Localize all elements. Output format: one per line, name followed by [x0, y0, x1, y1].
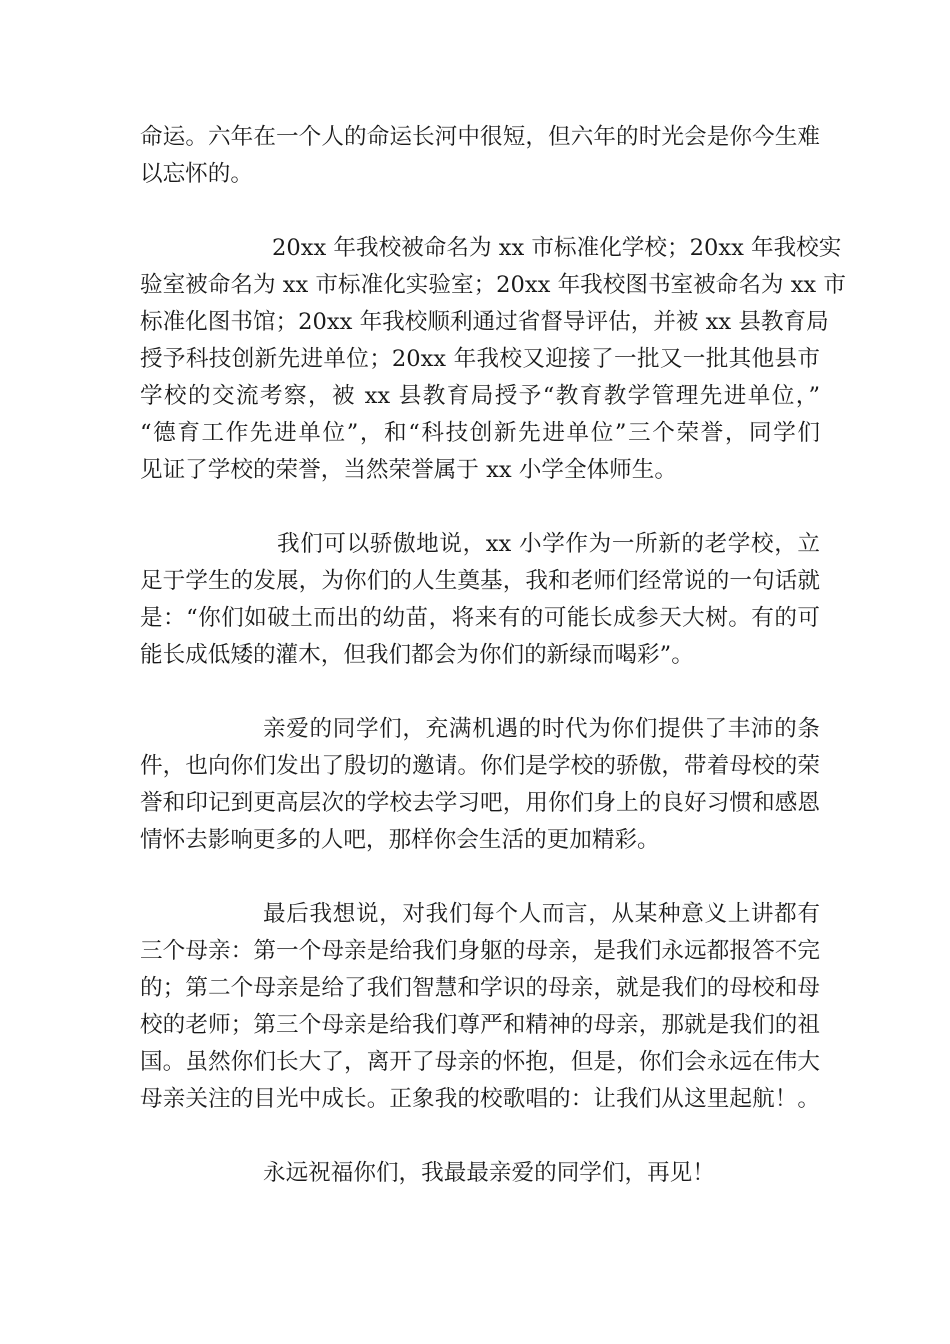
paragraph-5-line-5: 国。虽然你们长大了，离开了母亲的怀抱，但是，你们会永远在伟大 [140, 1049, 820, 1075]
paragraph-5-line-2: 三个母亲：第一个母亲是给我们身躯的母亲，是我们永远都报答不完 [140, 938, 820, 964]
paragraph-1-line-1: 命运。六年在一个人的命运长河中很短，但六年的时光会是你今生难 [140, 124, 820, 150]
paragraph-3-line-3: 是：“你们如破土而出的幼苗，将来有的可能长成参天大树。有的可 [140, 605, 820, 631]
paragraph-2-line-4: 授予科技创新先进单位；20xx 年我校又迎接了一批又一批其他县市 [140, 346, 820, 372]
paragraph-2-line-7: 见证了学校的荣誉，当然荣誉属于 xx 小学全体师生。 [140, 457, 677, 483]
paragraph-3-line-4: 能长成低矮的灌木，但我们都会为你们的新绿而喝彩”。 [140, 642, 694, 668]
paragraph-3-line-1: 我们可以骄傲地说，xx 小学作为一所新的老学校，立 [277, 531, 820, 557]
paragraph-2-line-3: 标准化图书馆；20xx 年我校顺利通过省督导评估，并被 xx 县教育局 [140, 309, 829, 335]
paragraph-2-line-5: 学校的交流考察，被 xx 县教育局授予“教育教学管理先进单位，” [140, 383, 820, 409]
paragraph-5-line-4: 校的老师；第三个母亲是给我们尊严和精神的母亲，那就是我们的祖 [140, 1012, 820, 1038]
paragraph-2-line-6: “德育工作先进单位”，和“科技创新先进单位”三个荣誉，同学们 [140, 420, 820, 446]
paragraph-5-line-6: 母亲关注的目光中成长。正象我的校歌唱的：让我们从这里起航！。 [140, 1086, 820, 1112]
paragraph-1-line-2: 以忘怀的。 [140, 161, 253, 187]
paragraph-5-line-3: 的；第二个母亲是给了我们智慧和学识的母亲，就是我们的母校和母 [140, 975, 820, 1001]
closing-line: 永远祝福你们，我最最亲爱的同学们，再见！ [263, 1160, 715, 1186]
paragraph-4-line-1: 亲爱的同学们，充满机遇的时代为你们提供了丰沛的条 [263, 716, 820, 742]
paragraph-2-line-2: 验室被命名为 xx 市标准化实验室；20xx 年我校图书室被命名为 xx 市 [140, 272, 846, 298]
paragraph-4-line-2: 件，也向你们发出了殷切的邀请。你们是学校的骄傲，带着母校的荣 [140, 753, 820, 779]
paragraph-4-line-3: 誉和印记到更高层次的学校去学习吧，用你们身上的良好习惯和感恩 [140, 790, 820, 816]
paragraph-3-line-2: 足于学生的发展，为你们的人生奠基，我和老师们经常说的一句话就 [140, 568, 820, 594]
paragraph-5-line-1: 最后我想说，对我们每个人而言，从某种意义上讲都有 [263, 901, 820, 927]
paragraph-4-line-4: 情怀去影响更多的人吧，那样你会生活的更加精彩。 [140, 827, 660, 853]
paragraph-2-line-1: 20xx 年我校被命名为 xx 市标准化学校；20xx 年我校实 [272, 235, 842, 261]
